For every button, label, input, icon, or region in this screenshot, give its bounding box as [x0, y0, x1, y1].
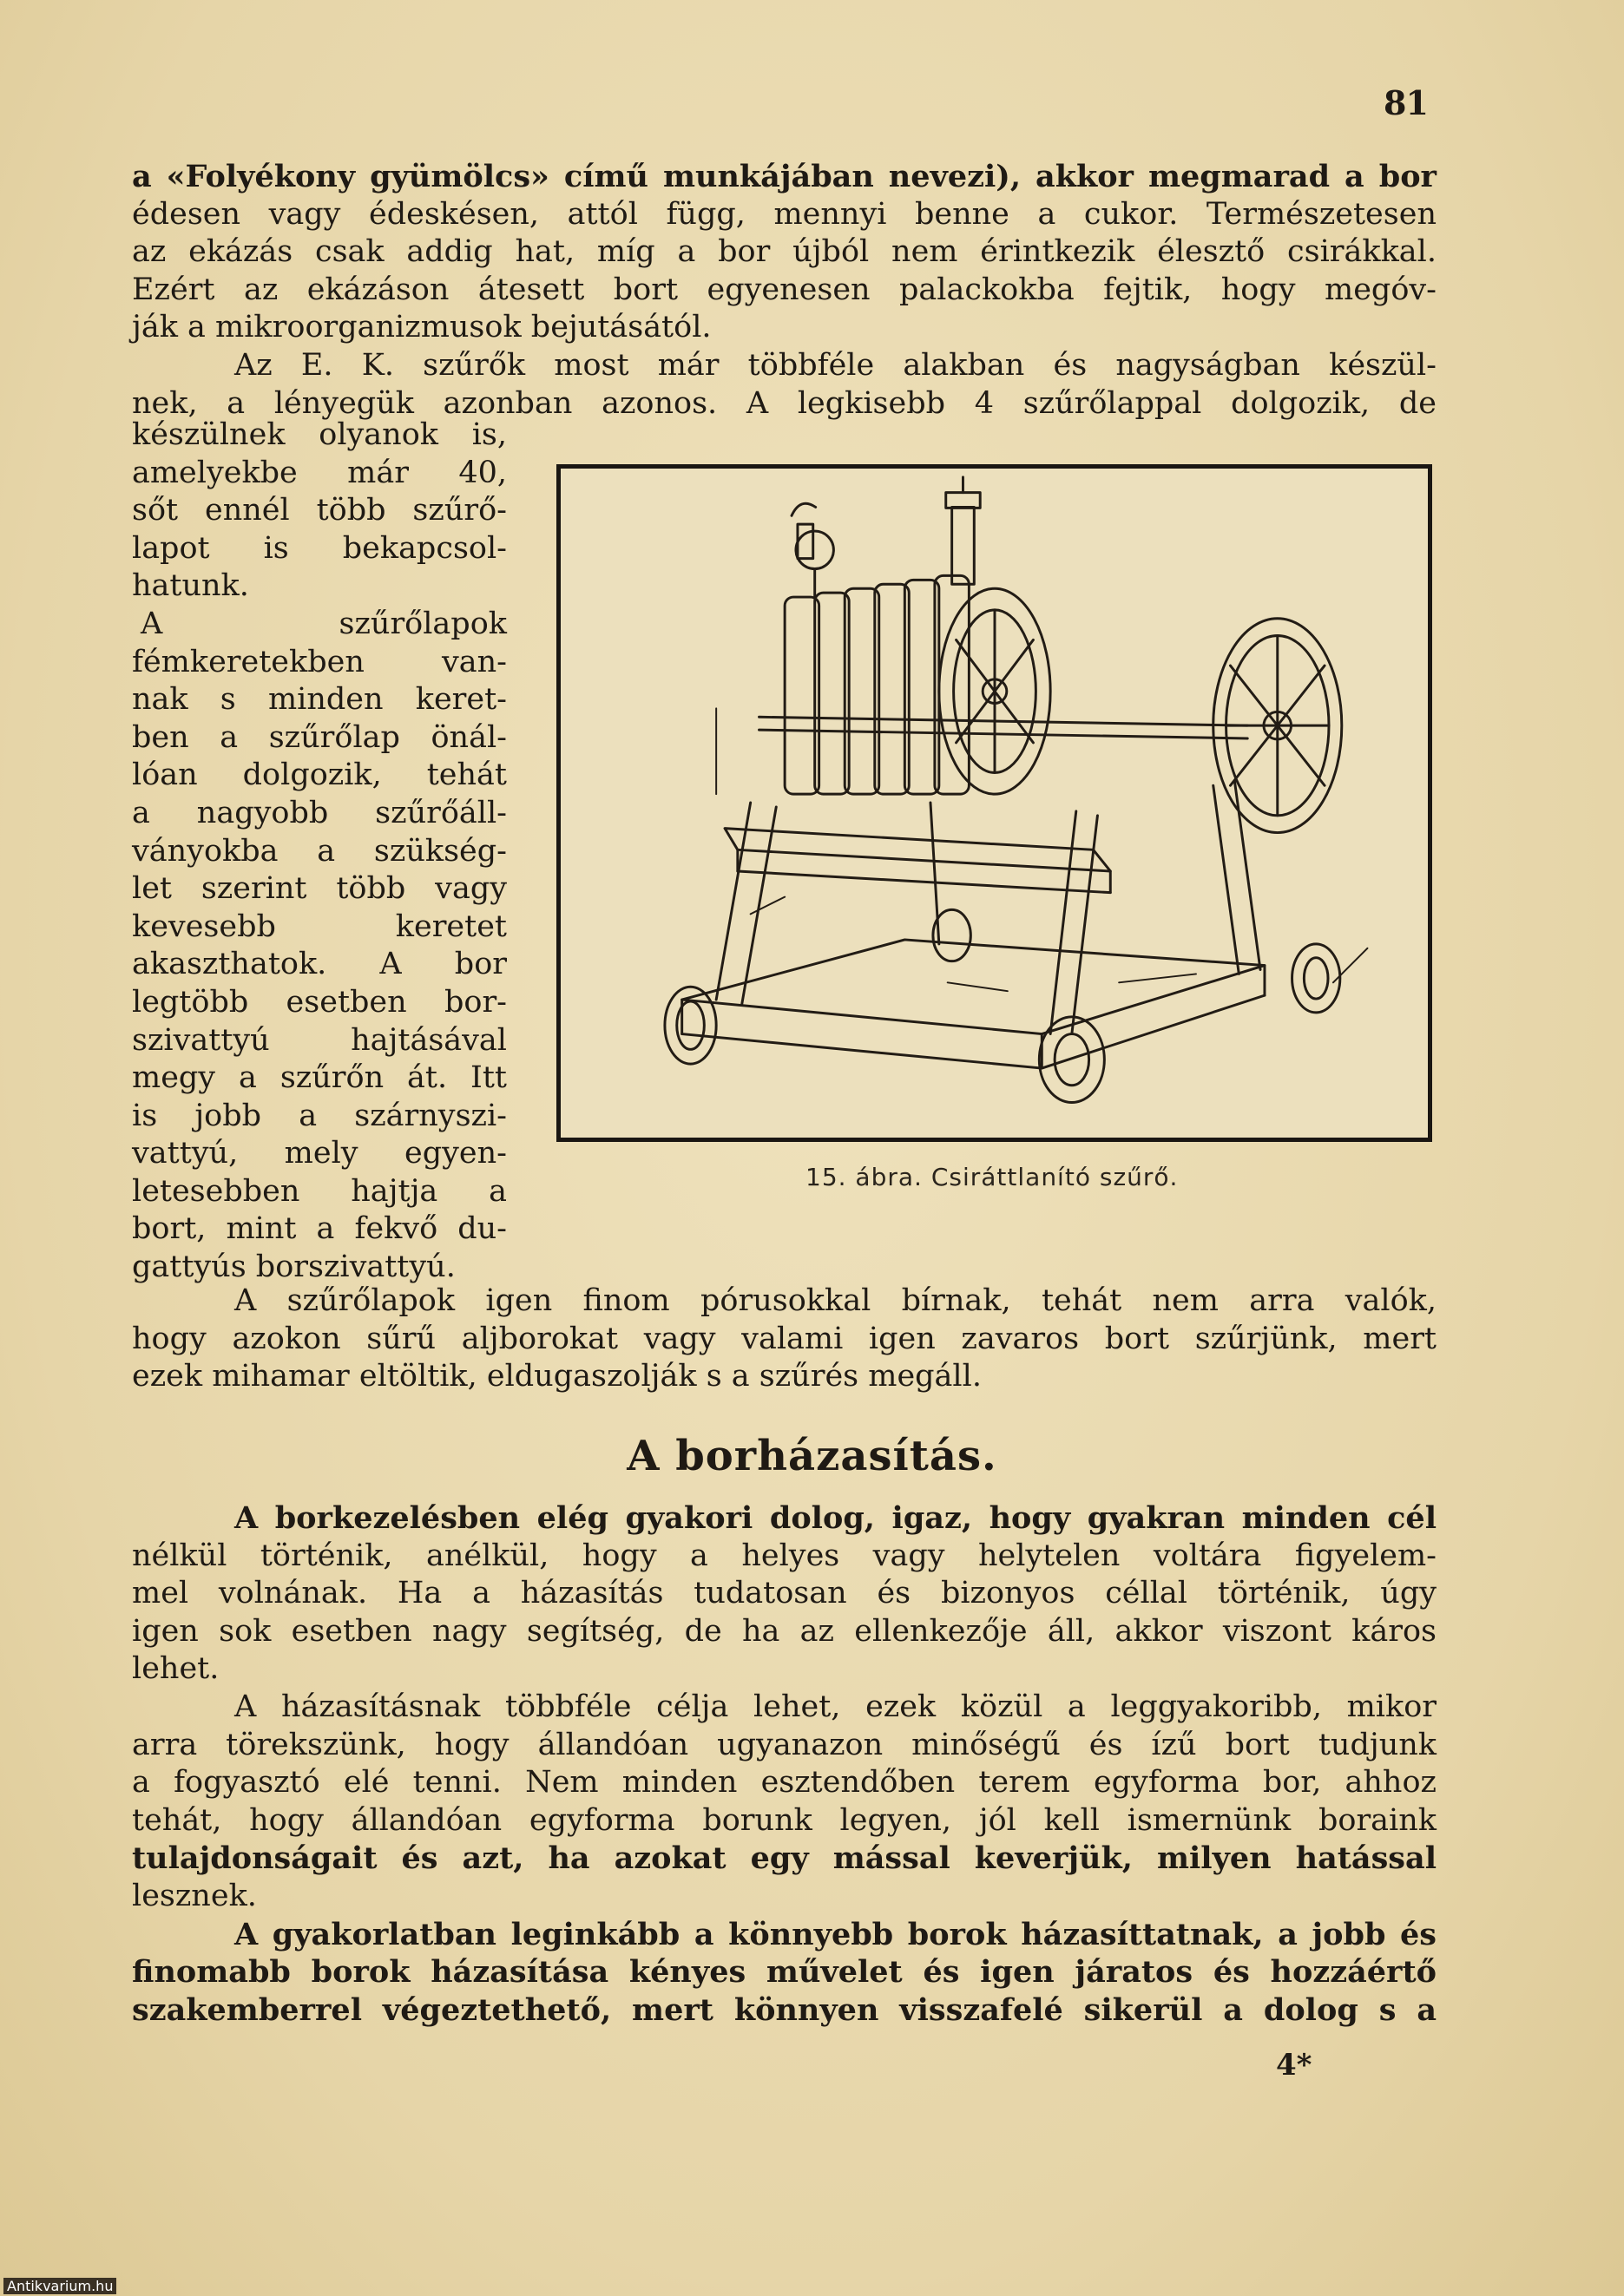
text-line: A borkezelésben elég gyakori dolog, igaz, hogy gyakran minden cél: [234, 1500, 1437, 1536]
text-line: A szűrőlapok: [141, 606, 507, 641]
text-line: is jobb a szárnyszi-: [132, 1098, 507, 1133]
text-line: megy a szűrőn át. Itt: [132, 1060, 507, 1096]
caster-wheel: [1292, 944, 1340, 1013]
text-line: A házasításnak többféle célja lehet, ezek közül a leggyakoribb, mikor: [234, 1689, 1437, 1724]
text-line: finomabb borok házasítása kényes művelet és igen járatos és hozzáértő: [132, 1954, 1437, 1991]
text-line: édesen vagy édeskésen, attól függ, mennyi benne a cukor. Természetesen: [132, 196, 1437, 232]
text-line: szakemberrel végeztethető, mert könnyen visszafelé sikerül a dolog s a: [132, 1991, 1437, 2028]
text-line: lehet.: [132, 1651, 220, 1687]
text-line: a «Folyékony gyümölcs» című munkájában nevezi), akkor megmarad a bor: [132, 159, 1437, 194]
section-body: [132, 1499, 1437, 2029]
text-line: lóan dolgozik, tehát: [132, 758, 507, 793]
section-heading: A borházasítás.: [627, 1432, 997, 1480]
text-line: ványokba a szükség-: [132, 833, 507, 869]
text-line: kevesebb keretet: [132, 909, 507, 944]
text-line: szivattyú hajtásával: [132, 1022, 507, 1058]
text-line: nek, a lényegük azonban azonos. A legkisebb 4 szűrőlappal dolgozik, de: [132, 385, 1437, 421]
text-line: tulajdonságait és azt, ha azokat egy mással keverjük, milyen hatással: [132, 1840, 1437, 1877]
text-line: bort, mint a fekvő du-: [132, 1211, 507, 1247]
text-line: lapot is bekapcsol-: [132, 530, 507, 566]
text-line: lesznek.: [132, 1878, 257, 1913]
text-line: arra törekszünk, hogy állandóan ugyanazon minőségű és ízű bort tudjunk: [132, 1727, 1437, 1762]
text-line: tehát, hogy állandóan egyforma borunk legyen, jól kell ismernünk boraink: [132, 1802, 1437, 1838]
text-line: ják a mikroorganizmusok bejutásától.: [132, 310, 712, 345]
text-line: letesebben hajtja a: [132, 1173, 507, 1209]
page-number: 81: [1384, 83, 1428, 122]
text-line: hatunk.: [132, 568, 249, 604]
text-line: fémkeretekben van-: [132, 644, 507, 679]
text-line: igen sok esetben nagy segítség, de ha az ellenkezője áll, akkor viszont káros: [132, 1613, 1437, 1649]
text-line: a nagyobb szűrőáll-: [132, 795, 507, 830]
text-line: hogy azokon sűrű aljborokat vagy valami igen zavaros bort szűrjünk, mert: [132, 1321, 1437, 1356]
after-figure-paragraph: [132, 1282, 1437, 1396]
valve-column: [952, 507, 975, 584]
text-line: sőt ennél több szűrő-: [132, 493, 507, 528]
filter-machine-figure: [556, 464, 1432, 1142]
text-line: ezek mihamar eltöltik, eldugaszolják s a szűrés megáll.: [132, 1359, 982, 1394]
filter-plates: [785, 575, 969, 794]
text-line: Az E. K. szűrők most már többféle alakban és nagyságban készül-: [234, 347, 1437, 383]
pressure-gauge: [796, 531, 833, 568]
text-line: legtöbb esetben bor-: [132, 984, 507, 1020]
top-paragraph: [132, 158, 1437, 423]
text-line: amelyekbe már 40,: [132, 455, 507, 490]
text-line: nak s minden keret-: [132, 682, 507, 718]
filter-machine-illustration: [561, 469, 1428, 1138]
watermark: Antikvarium.hu: [3, 2278, 116, 2294]
narrow-column-text: [132, 417, 507, 1287]
text-line: A szűrőlapok igen finom pórusokkal bírnak, tehát nem arra valók,: [234, 1283, 1437, 1318]
text-line: mel volnának. Ha a házasítás tudatosan és bizonyos céllal történik, úgy: [132, 1576, 1437, 1611]
text-line: Ezért az ekázáson átesett bort egyenesen palackokba fejtik, hogy megóv-: [132, 272, 1437, 307]
text-line: let szerint több vagy: [132, 871, 507, 907]
text-line: készülnek olyanok is,: [132, 417, 507, 452]
text-line: gattyús borszivattyú.: [132, 1250, 456, 1285]
text-line: nélkül történik, anélkül, hogy a helyes vagy helytelen voltára figyelem-: [132, 1538, 1437, 1573]
text-line: vattyú, mely egyen-: [132, 1136, 507, 1171]
text-line: a fogyasztó elé tenni. Nem minden esztendőben terem egyforma bor, ahhoz: [132, 1765, 1437, 1801]
figure-caption: 15. ábra. Csiráttlanító szűrő.: [805, 1163, 1179, 1191]
text-line: A gyakorlatban leginkább a könnyebb borok házasíttatnak, a jobb és: [234, 1916, 1437, 1952]
text-line: ben a szűrőlap önál-: [132, 719, 507, 755]
text-line: akaszthatok. A bor: [132, 947, 507, 982]
signature-mark: 4*: [1276, 2048, 1312, 2083]
text-line: az ekázás csak addig hat, míg a bor újból nem érintkezik élesztő csirákkal.: [132, 234, 1437, 270]
